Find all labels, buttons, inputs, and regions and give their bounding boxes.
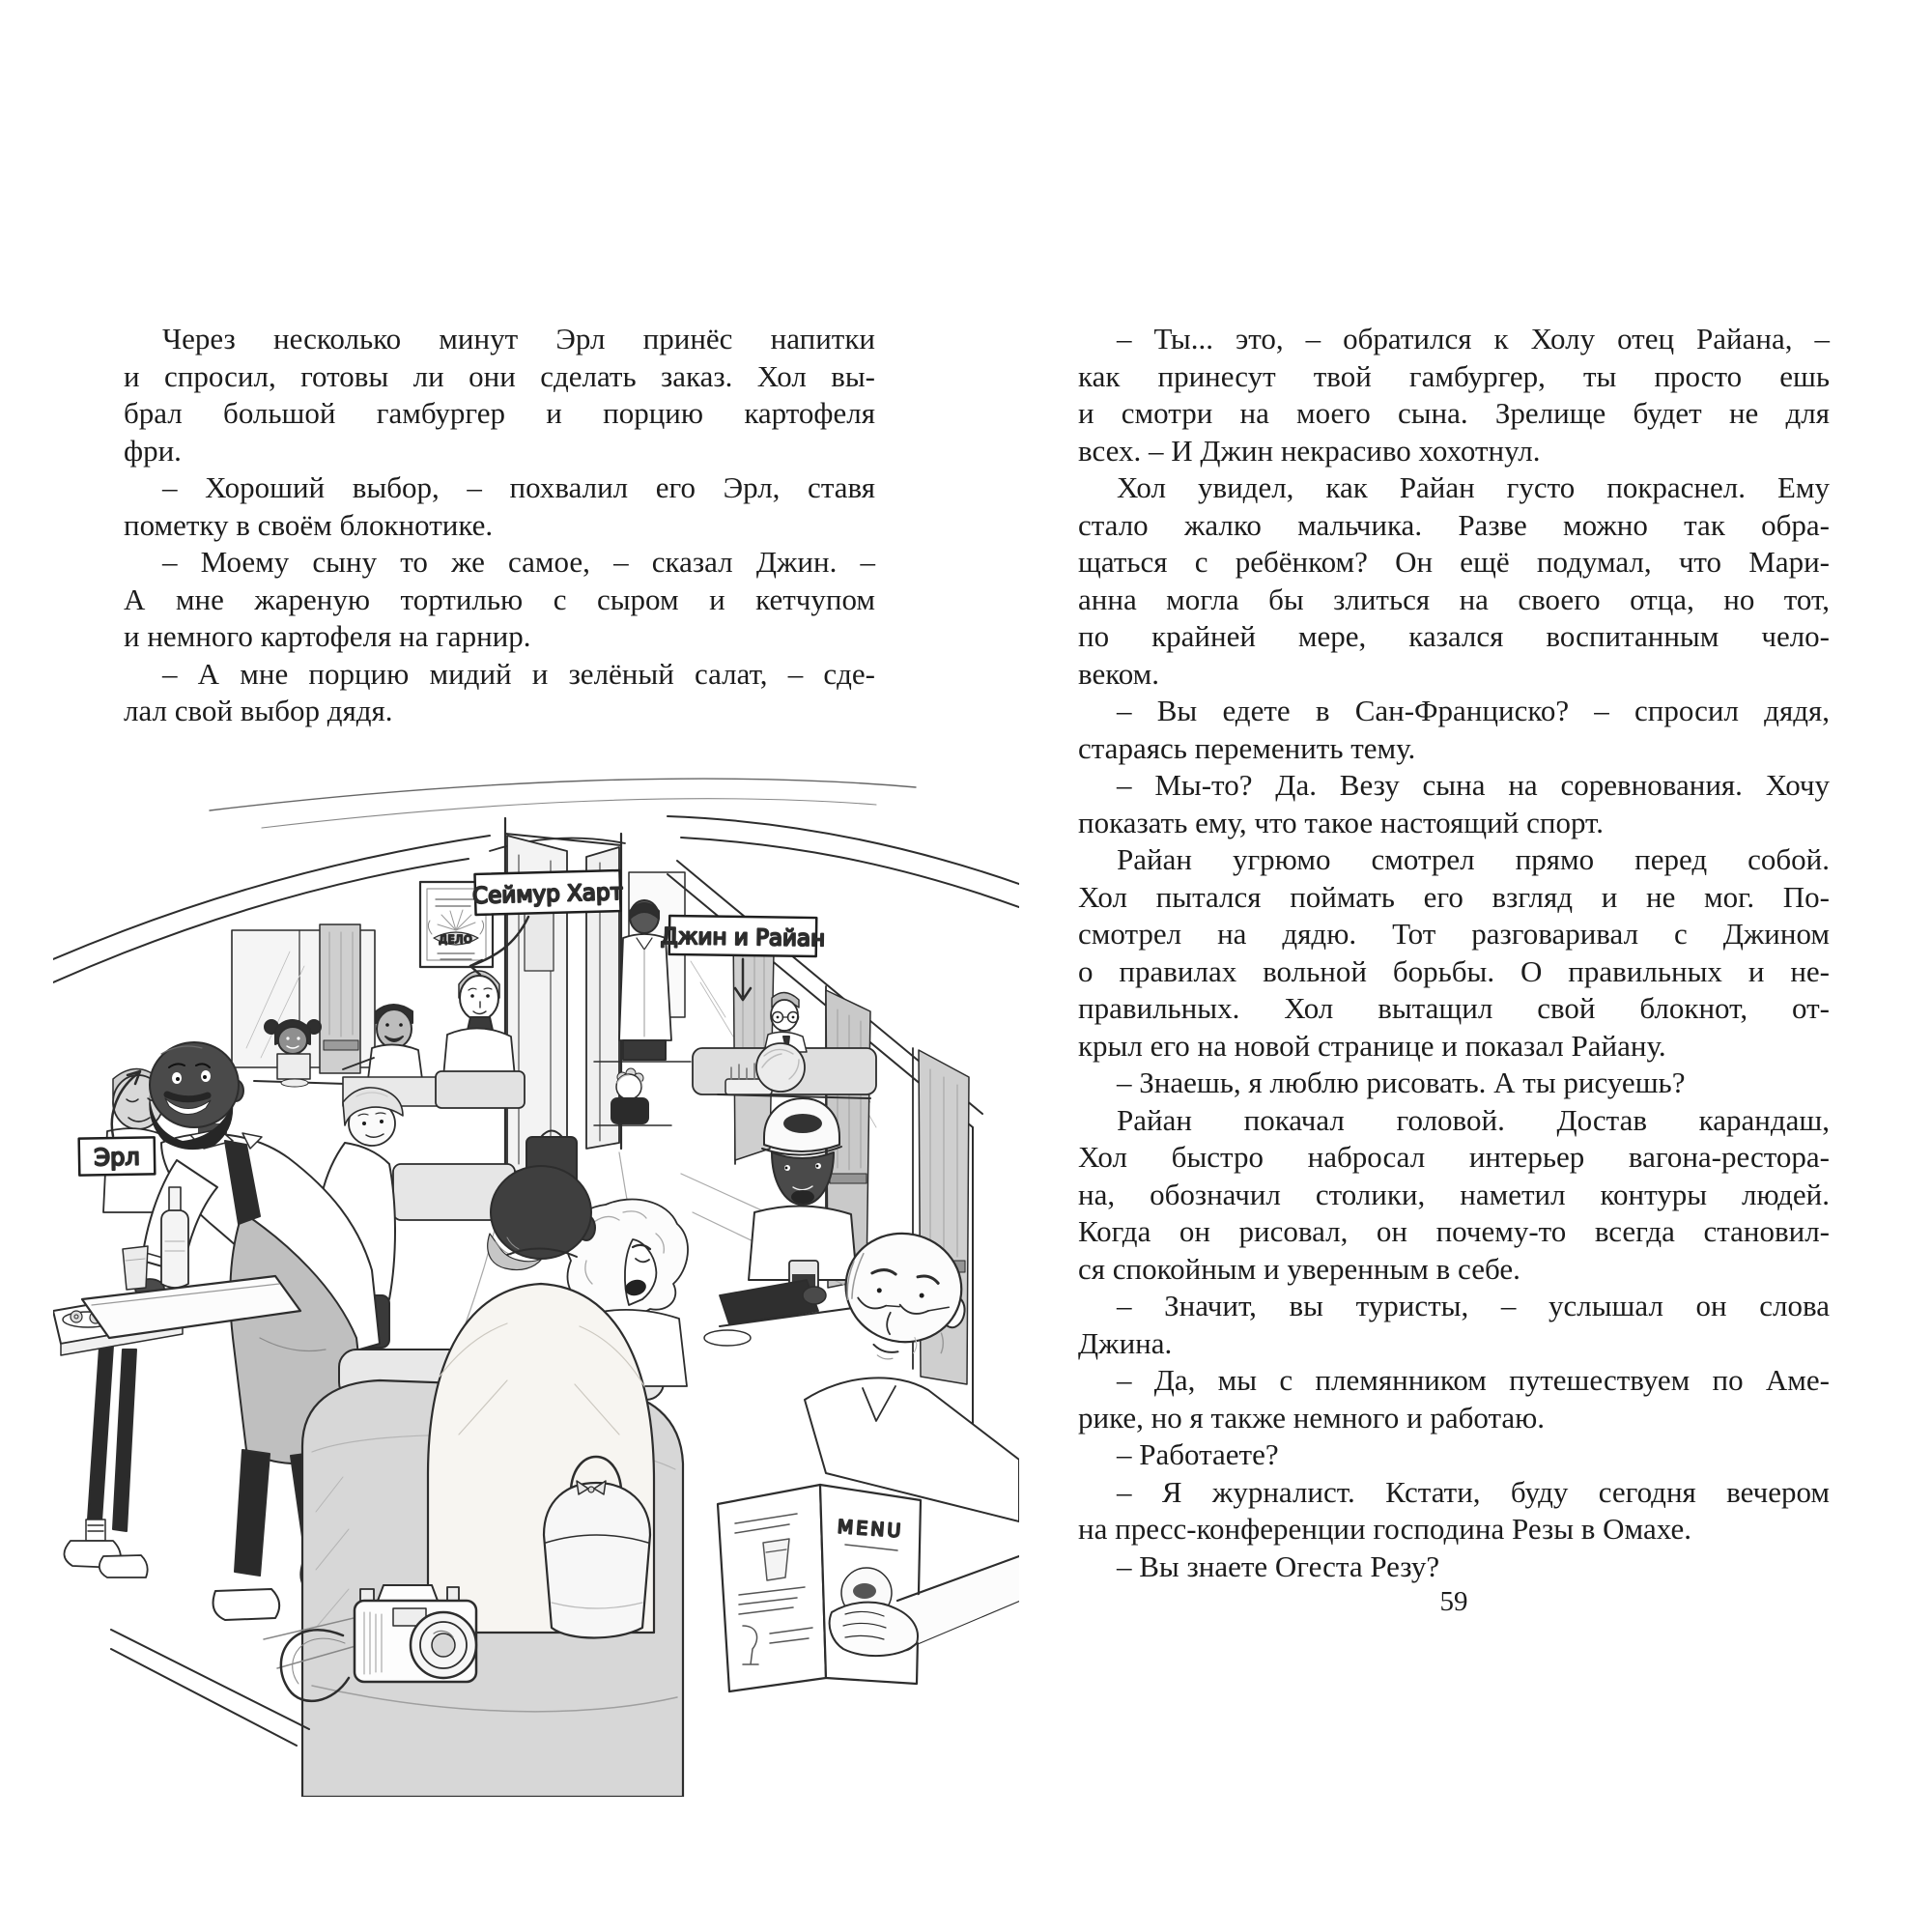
text-line: – Знаешь, я люблю рисовать. А ты рисуешь? xyxy=(1117,1065,1686,1099)
text-line: – Я журналист. Кстати, буду сегодня вечером xyxy=(1117,1474,1830,1509)
text-line: крыл его на новой странице и показал Райану. xyxy=(1078,1028,1666,1063)
text-line: – Вы едете в Сан-Франциско? – спросил дядя, xyxy=(1117,694,1830,727)
earl-head xyxy=(150,1042,239,1127)
label-earl-text: Эрл xyxy=(94,1143,140,1172)
label-gene-ryan-text: Джин и Райан xyxy=(660,923,826,952)
text-line: Райан угрюмо смотрел прямо перед собой. xyxy=(1117,842,1830,876)
menu-card xyxy=(718,1485,1019,1691)
dining-car-illustration xyxy=(53,758,1019,1797)
left-page-text xyxy=(124,321,875,730)
text-line: анна могла бы злиться на своего отца, но тот, xyxy=(1078,582,1830,616)
gene-face xyxy=(771,1000,798,1031)
text-line: стараясь переменить тему. xyxy=(1078,730,1416,765)
text-line: смотрел на дядю. Тот разговаривал с Джином xyxy=(1078,917,1830,951)
text-line: А мне жареную тортилью с сыром и кетчупом xyxy=(124,582,875,616)
glass xyxy=(123,1246,148,1290)
text-line: Через несколько минут Эрл принёс напитки xyxy=(162,322,875,355)
text-line: – Значит, вы туристы, – услышал он слова xyxy=(1117,1289,1830,1322)
menu-title: MENU xyxy=(837,1516,905,1543)
text-line: – Моему сыну то же самое, – сказал Джин. – xyxy=(162,545,875,579)
label-seymour xyxy=(472,870,624,915)
text-line: – Вы знаете Огеста Резу? xyxy=(1117,1548,1440,1583)
text-line: – Работаете? xyxy=(1117,1437,1279,1471)
poster-title: ДЕЛО xyxy=(439,934,473,946)
text-line: на пресс-конференции господина Резы в Омахе. xyxy=(1078,1512,1691,1546)
text-line: всех. – И Джин некрасиво хохотнул. xyxy=(1078,433,1541,468)
text-line: – Ты... это, – обратился к Холу отец Райана, – xyxy=(1117,322,1830,355)
text-line: – Да, мы с племянником путешествуем по Аме- xyxy=(1117,1363,1830,1397)
text-line: Хол пытался поймать его взгляд и не мог. По- xyxy=(1078,879,1830,914)
girl-face xyxy=(278,1027,307,1054)
text-line: – А мне порцию мидий и зелёный салат, – сде- xyxy=(162,656,875,691)
text-line: Хол быстро набросал интерьер вагона-рестора- xyxy=(1078,1140,1830,1174)
text-line: ся спокойным и уверенным в себе. xyxy=(1078,1251,1520,1286)
text-line: правильных. Хол вытащил свой блокнот, от- xyxy=(1078,991,1830,1025)
text-line: щаться с ребёнком? Он ещё подумал, что Мари- xyxy=(1078,545,1830,579)
text-line: по крайней мере, казался воспитанным чело- xyxy=(1078,619,1830,653)
text-line: брал большой гамбургер и порцию картофеля xyxy=(124,396,875,430)
text-line: и спросил, готовы ли они сделать заказ. Хол вы- xyxy=(124,358,875,393)
text-line: и смотри на моего сына. Зрелище будет не для xyxy=(1078,396,1830,430)
text-line: на, обозначил столики, наметил контуры людей. xyxy=(1078,1177,1830,1211)
text-line: о правилах вольной борьбы. О правильных и не- xyxy=(1078,953,1830,988)
right-page-text xyxy=(1078,321,1830,1585)
text-line: Хол увидел, как Райан густо покраснел. Ему xyxy=(1117,470,1830,504)
text-line: фри. xyxy=(124,433,182,468)
left-window-booth xyxy=(232,924,438,1087)
text-line: лал свой выбор дядя. xyxy=(124,694,393,727)
text-line: стало жалко мальчика. Разве можно так обра- xyxy=(1078,507,1830,542)
text-line: рике, но я также немного и работаю. xyxy=(1078,1400,1546,1435)
label-earl xyxy=(79,1137,156,1175)
label-seymour-text: Сеймур Харт xyxy=(471,879,624,910)
text-line: веком. xyxy=(1078,656,1159,691)
text-line: – Хороший выбор, – похвалил его Эрл, ставя xyxy=(162,470,875,504)
text-line: как принесут твой гамбургер, ты просто ешь xyxy=(1078,358,1830,393)
text-line: Райан покачал головой. Достав карандаш, xyxy=(1117,1102,1830,1137)
page-number: 59 xyxy=(1439,1586,1468,1617)
text-line: Джина. xyxy=(1078,1325,1173,1360)
text-line: Когда он рисовал, он почему-то всегда становил- xyxy=(1078,1214,1830,1248)
label-gene-ryan xyxy=(661,916,826,956)
bottle xyxy=(161,1210,188,1288)
text-line: и немного картофеля на гарнир. xyxy=(124,619,531,653)
text-line: – Мы-то? Да. Везу сына на соревнования. Хочу xyxy=(1117,768,1830,802)
text-line: пометку в своём блокнотике. xyxy=(124,507,494,542)
text-line: показать ему, что такое настоящий спорт. xyxy=(1078,805,1605,839)
